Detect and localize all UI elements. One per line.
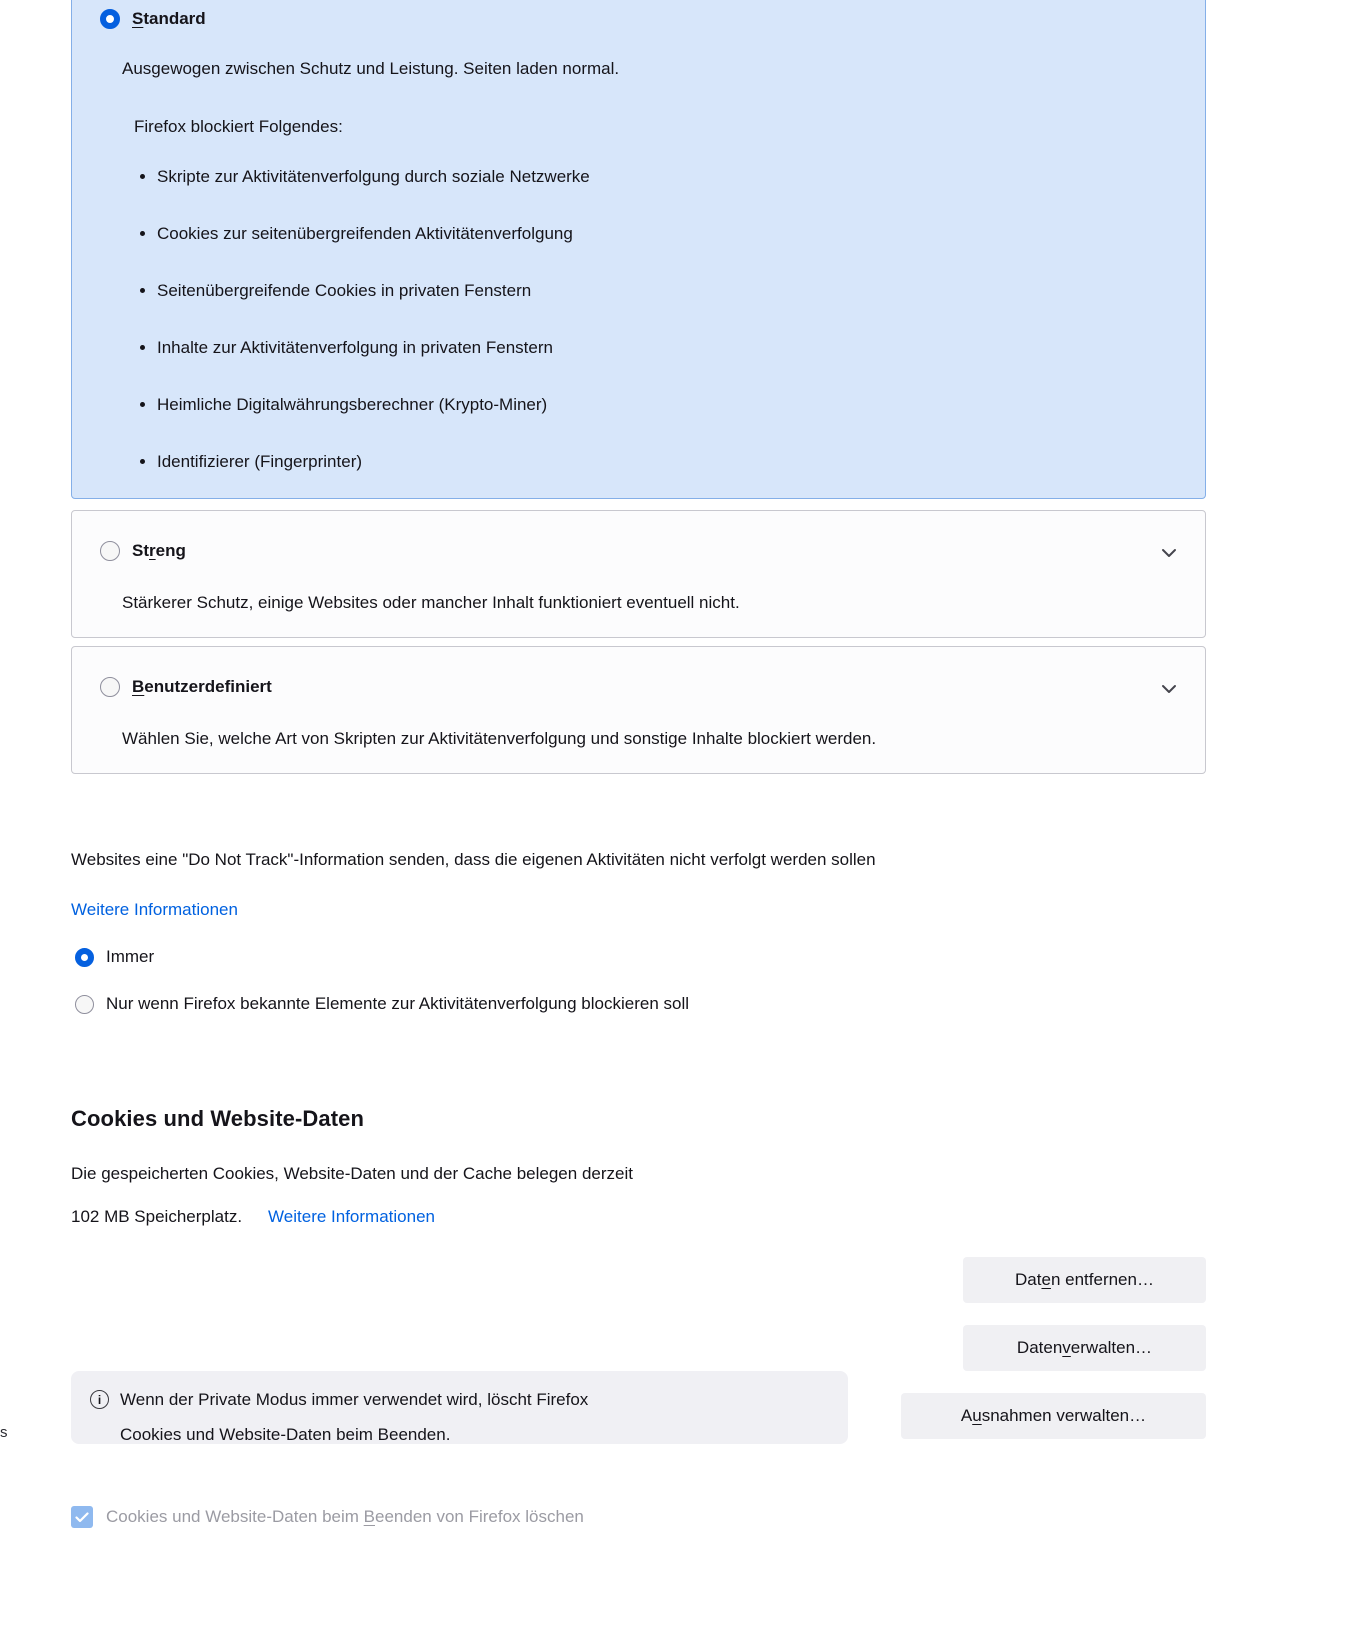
do-not-track-section	[71, 838, 1206, 1014]
label-accesskey: S	[132, 9, 144, 28]
info-note-text-line1: Wenn der Private Modus immer verwendet wird, löscht Firefox	[120, 1390, 589, 1409]
cookies-usage-text	[71, 1152, 1206, 1238]
info-box-line1	[90, 1382, 832, 1417]
blocked-item: • Identifizierer (Fingerprinter)	[157, 450, 1177, 474]
etp-custom-head	[100, 677, 1177, 697]
info-note-text-line2: Cookies und Website-Daten beim Beenden.	[120, 1425, 451, 1444]
etp-option-standard-card[interactable]	[71, 0, 1206, 499]
etp-standard-radio[interactable]	[100, 9, 120, 29]
label-pre: Cookies und Website-Daten beim	[106, 1507, 364, 1526]
manage-exceptions-button[interactable]	[901, 1393, 1206, 1439]
label-post: eenden von Firefox löschen	[375, 1507, 584, 1526]
dnt-always-label: Immer	[106, 947, 155, 966]
info-icon: i	[90, 1390, 109, 1409]
etp-custom-radio[interactable]	[100, 677, 120, 697]
clear-on-close-label	[106, 1507, 584, 1527]
dnt-known-label: Nur wenn Firefox bekannte Elemente zur Aktivitätenverfolgung blockieren soll	[106, 994, 690, 1013]
label-pre: Daten	[1016, 1338, 1063, 1357]
dnt-known-radio[interactable]	[75, 995, 94, 1014]
label-post: n entfernen…	[1050, 1270, 1154, 1289]
label-accesskey: B	[363, 1507, 375, 1526]
dnt-learn-more-link[interactable]: Weitere Informationen	[71, 900, 238, 919]
etp-strict-head	[100, 541, 1177, 561]
etp-strict-radio[interactable]	[100, 541, 120, 561]
clear-data-button[interactable]	[963, 1257, 1206, 1303]
etp-strict-description: Stärkerer Schutz, einige Websites oder mancher Inhalt funktioniert eventuell nicht.	[122, 593, 740, 612]
label-pre: St	[132, 541, 149, 560]
etp-strict-label	[132, 541, 186, 561]
clipped-edge-text: s	[0, 1424, 8, 1441]
blocked-item: • Inhalte zur Aktivitätenverfolgung in privaten Fenstern	[157, 336, 1177, 360]
etp-option-strict-card[interactable]	[71, 510, 1206, 638]
dnt-option-always[interactable]	[75, 947, 1206, 967]
etp-option-custom-card[interactable]	[71, 646, 1206, 774]
dnt-description: Websites eine "Do Not Track"-Information senden, dass die eigenen Aktivitäten nicht verfolgt werden sollen	[71, 850, 876, 869]
cookies-learn-more-link[interactable]: Weitere Informationen	[268, 1207, 435, 1226]
etp-standard-blocked-list	[134, 165, 1177, 474]
etp-standard-label	[132, 9, 206, 29]
clear-on-close-checkbox-checked[interactable]	[71, 1506, 93, 1528]
blocked-item: • Skripte zur Aktivitätenverfolgung durch soziale Netzwerke	[157, 165, 1177, 189]
chevron-down-icon[interactable]	[1159, 543, 1179, 563]
label-accesskey: B	[132, 677, 145, 696]
label-pre: Dat	[1015, 1270, 1042, 1289]
etp-custom-label	[132, 677, 272, 697]
etp-standard-head	[100, 9, 1177, 29]
cookies-usage-line2	[71, 1195, 1206, 1238]
etp-standard-blocks-intro: Firefox blockiert Folgendes:	[134, 117, 343, 136]
label-post: snahmen verwalten…	[981, 1406, 1147, 1425]
chevron-down-icon[interactable]	[1159, 679, 1179, 699]
label-accesskey: e	[1041, 1270, 1051, 1289]
blocked-item: • Seitenübergreifende Cookies in privaten Fenstern	[157, 279, 1177, 303]
label-accesskey: v	[1062, 1338, 1071, 1357]
label-post: enutzerdefiniert	[144, 677, 272, 696]
check-icon	[75, 1512, 89, 1523]
blocked-item: • Heimliche Digitalwährungsberechner (Krypto-Miner)	[157, 393, 1177, 417]
etp-standard-description: Ausgewogen zwischen Schutz und Leistung. Seiten laden normal.	[122, 59, 620, 78]
cookies-section-heading: Cookies und Website-Daten	[71, 1106, 365, 1131]
blocked-item: • Cookies zur seitenübergreifenden Aktivitätenverfolgung	[157, 222, 1177, 246]
etp-custom-description: Wählen Sie, welche Art von Skripten zur Aktivitätenverfolgung und sonstige Inhalte blockiert werden.	[122, 729, 877, 748]
clear-on-close-row[interactable]	[71, 1506, 584, 1528]
label-post: erwalten…	[1070, 1338, 1153, 1357]
private-mode-info-box	[71, 1371, 848, 1444]
label-post: eng	[155, 541, 186, 560]
label-accesskey: u	[972, 1406, 982, 1425]
dnt-always-radio[interactable]	[75, 948, 94, 967]
cookies-usage-line1: Die gespeicherten Cookies, Website-Daten und der Cache belegen derzeit	[71, 1164, 633, 1183]
cookies-usage-amount: 102 MB Speicherplatz.	[71, 1207, 243, 1226]
label-accesskey: r	[149, 541, 156, 560]
manage-data-button[interactable]	[963, 1325, 1206, 1371]
settings-content	[71, 0, 1206, 1238]
label-post: tandard	[143, 9, 206, 28]
dnt-option-known-trackers[interactable]	[75, 994, 1206, 1014]
label-pre: A	[960, 1406, 973, 1425]
